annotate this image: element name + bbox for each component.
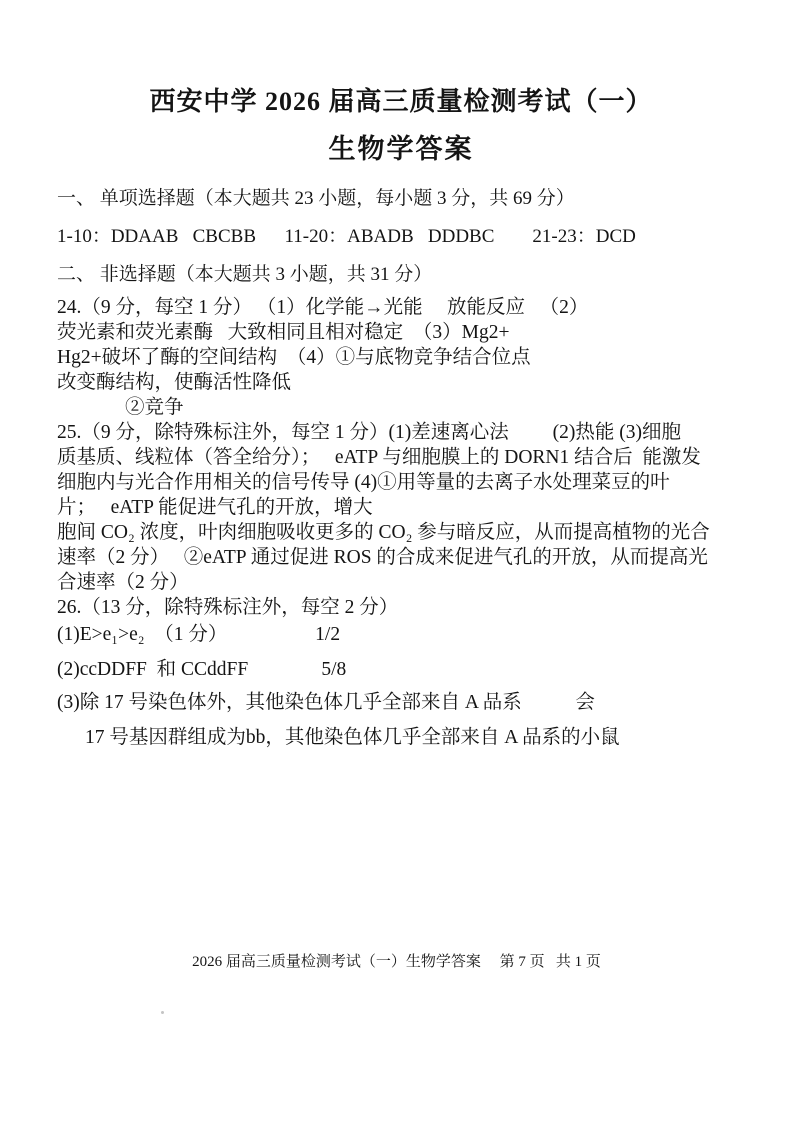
q25-line-6: 速率（2 分） ②eATP 通过促进 ROS 的合成来促进气孔的开放，从而提高光 (57, 547, 708, 568)
q24-line-2: 荧光素和荧光素酶 大致相同且相对稳定 （3）Mg2+ (57, 322, 510, 343)
q24-line-3: Hg2+破坏了酶的空间结构 （4）①与底物竞争结合位点 (57, 347, 531, 368)
q26-line-5: 17 号基因群组成为bb，其他染色体几乎全部来自 A 品系的小鼠 (85, 727, 620, 748)
q25-line-2: 质基质、线粒体（答全给分）； eATP 与细胞膜上的 DORN1 结合后 能激发 (57, 447, 701, 468)
question-25-answer (57, 420, 745, 595)
q25-line-1: 25.（9 分，除特殊标注外，每空 1 分）(1)差速离心法 (2)热能 (3)细胞 (57, 422, 681, 443)
section-1-heading: 一、 单项选择题（本大题共 23 小题，每小题 3 分，共 69 分） (57, 188, 575, 209)
q25-line-3: 细胞内与光合作用相关的信号传导 (4)①用等量的去离子水处理菜豆的叶 (57, 472, 670, 493)
section-2-heading: 二、 非选择题（本大题共 3 小题，共 31 分） (57, 264, 433, 285)
q25-line-7: 合速率（2 分） (57, 572, 189, 593)
q26-line-2: (1)E>e₁>e₂ （1 分） 1/2 (57, 624, 341, 645)
q25-line-5: 胞间 CO₂ 浓度，叶肉细胞吸收更多的 CO₂ 参与暗反应，从而提高植物的光合 (57, 522, 710, 543)
q25-line-4: 片； eATP 能促进气孔的开放，增大 (57, 497, 373, 518)
multiple-choice-answers: 1-10：DDAAB CBCBB 11-20：ABADB DDDBC 21-23：DCD (57, 226, 636, 247)
page-footer: 2026 届高三质量检测考试（一）生物学答案 第 7 页 共 1 页 (192, 954, 601, 970)
q24-line-5: ②竞争 (125, 397, 184, 418)
q24-line-4: 改变酶结构，使酶活性降低 (57, 372, 292, 393)
q26-line-4: (3)除 17 号染色体外，其他染色体几乎全部来自 A 品系 会 (57, 692, 595, 713)
q24-line-1: 24.（9 分，每空 1 分） （1）化学能→光能 放能反应 （2） (57, 297, 589, 318)
page-subtitle: 生物学答案 (328, 134, 474, 164)
page-title: 西安中学 2026 届高三质量检测考试（一） (149, 87, 653, 116)
stray-mark (161, 1011, 164, 1014)
q26-line-1: 26.（13 分，除特殊标注外，每空 2 分） (57, 597, 399, 618)
q26-line-3: (2)ccDDFF 和 CCddFF 5/8 (57, 659, 347, 680)
document-content (57, 86, 745, 750)
question-26-answer (57, 595, 745, 750)
question-24-answer (57, 295, 745, 420)
